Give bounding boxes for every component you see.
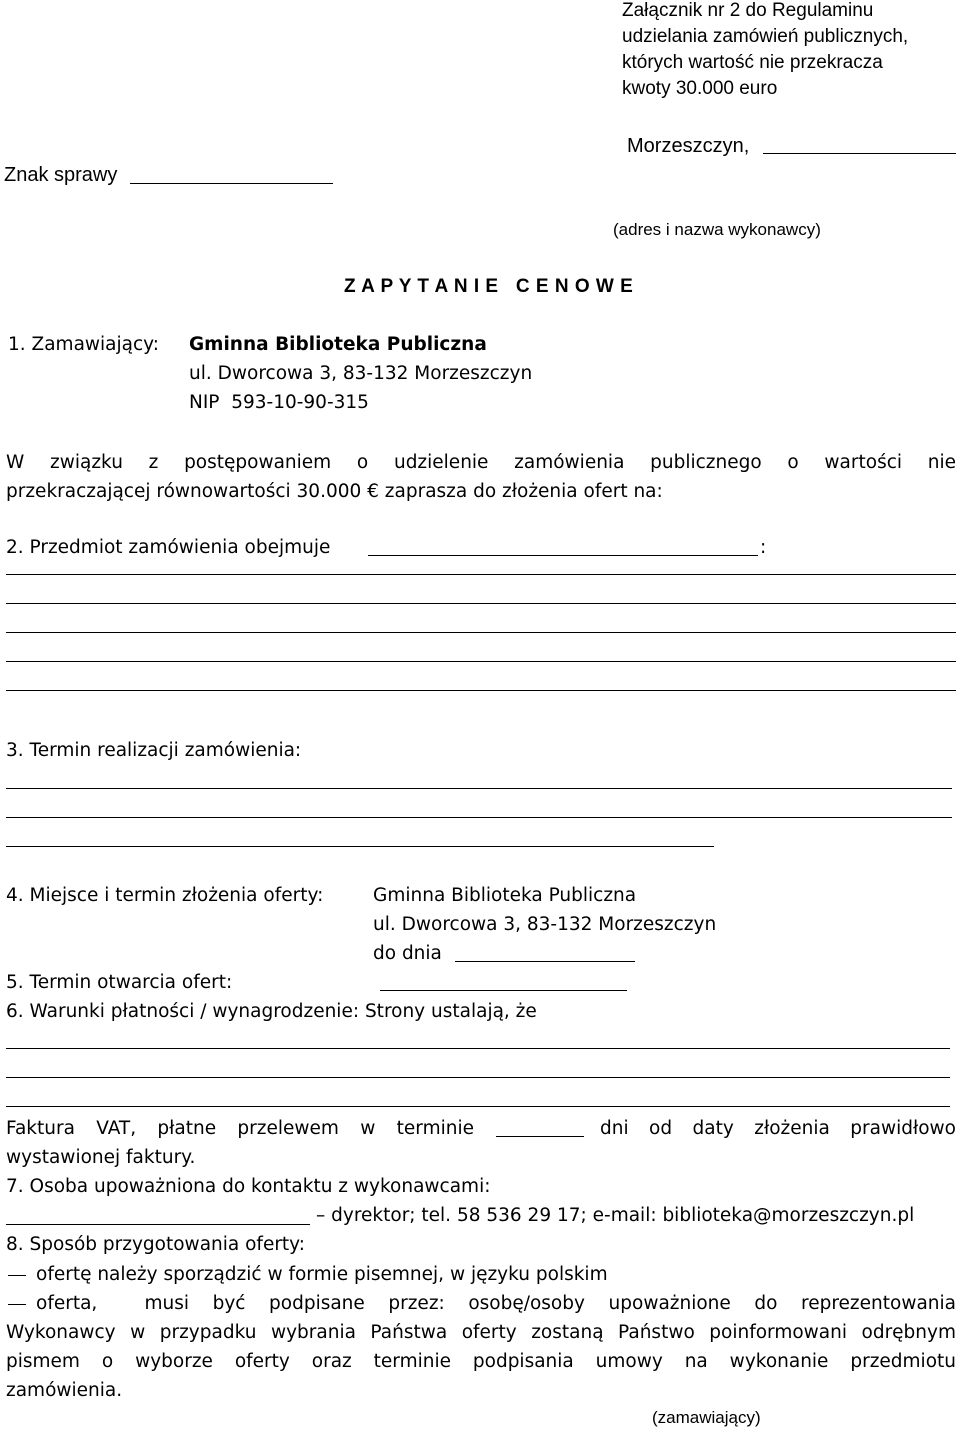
dash-bullet-icon [8, 1304, 26, 1305]
s6-invoice-part-b: dni od daty złożenia prawidłowo [600, 1118, 956, 1139]
s2-answer-line [6, 632, 956, 633]
s6-answer-line [6, 1077, 950, 1078]
annex-line-4: kwoty 30.000 euro [622, 78, 778, 99]
date-line [763, 153, 956, 154]
contractor-caption: (adres i nazwa wykonawcy) [613, 220, 821, 239]
s8-line-4: pismem o wyborze oferty oraz terminie podpisania umowy na wykonanie przedmiotu [6, 1351, 956, 1372]
intro-line-2: przekraczającej równowartości 30.000 € zaprasza do złożenia ofert na: [6, 481, 663, 502]
s5-fill-line [380, 990, 627, 991]
s2-fill-line [368, 555, 758, 556]
s1-nip: NIP 593-10-90-315 [189, 392, 369, 413]
annex-line-1: Załącznik nr 2 do Regulaminu [622, 0, 874, 21]
s3-answer-line [6, 788, 952, 789]
case-number-label: Znak sprawy [4, 164, 118, 186]
s3-answer-line [6, 846, 714, 847]
s6-answer-line [6, 1048, 950, 1049]
document-title: Z A P Y T A N I E C E N O W E [344, 276, 634, 297]
s7-name-line [6, 1224, 310, 1225]
s2-label: 2. Przedmiot zamówienia obejmuje [6, 537, 331, 558]
signature-caption: (zamawiający) [652, 1408, 761, 1427]
intro-line-1: W związku z postępowaniem o udzielenie zamówienia publicznego o wartości nie [6, 452, 956, 473]
place-label: Morzeszczyn, [627, 135, 750, 157]
s5-label: 5. Termin otwarcia ofert: [6, 972, 233, 993]
s4-deadline-label: do dnia [373, 943, 442, 964]
annex-line-3: których wartość nie przekracza [622, 52, 883, 73]
s2-colon: : [760, 537, 767, 558]
s1-label: 1. Zamawiający: [8, 334, 159, 355]
s6-invoice-part-c: wystawionej faktury. [6, 1147, 196, 1168]
s8-line-3: Wykonawcy w przypadku wybrania Państwa oferty zostaną Państwo poinformowani odrębnym [6, 1322, 956, 1343]
s7-label: 7. Osoba upoważniona do kontaktu z wykonawcami: [6, 1176, 491, 1197]
s6-invoice-part-a: Faktura VAT, płatne przelewem w terminie [6, 1118, 474, 1139]
s2-answer-line [6, 661, 956, 662]
s6-days-line [496, 1136, 584, 1137]
dash-bullet-icon [8, 1275, 26, 1276]
s6-label: 6. Warunki płatności / wynagrodzenie: Strony ustalają, że [6, 1001, 537, 1022]
s1-address: ul. Dworcowa 3, 83-132 Morzeszczyn [189, 363, 533, 384]
s4-deadline-line [455, 961, 635, 962]
s4-address: ul. Dworcowa 3, 83-132 Morzeszczyn [373, 914, 717, 935]
s8-line-5: zamówienia. [6, 1380, 123, 1401]
s8-item-1: ofertę należy sporządzić w formie pisemnej, w języku polskim [36, 1264, 608, 1285]
s6-answer-line [6, 1106, 950, 1107]
s7-contact: – dyrektor; tel. 58 536 29 17; e-mail: biblioteka@morzeszczyn.pl [316, 1205, 915, 1226]
s8-item-2: oferta, musi być podpisane przez: osobę/osoby upoważnione do reprezentowania [36, 1293, 956, 1314]
s2-answer-line [6, 690, 956, 691]
s8-label: 8. Sposób przygotowania oferty: [6, 1234, 306, 1255]
s1-name: Gminna Biblioteka Publiczna [189, 334, 487, 355]
s2-answer-line [6, 603, 956, 604]
s3-label: 3. Termin realizacji zamówienia: [6, 740, 302, 761]
s2-answer-line [6, 574, 956, 575]
s3-answer-line [6, 817, 952, 818]
case-number-line [130, 183, 333, 184]
s4-label: 4. Miejsce i termin złożenia oferty: [6, 885, 324, 906]
s4-name: Gminna Biblioteka Publiczna [373, 885, 637, 906]
annex-line-2: udzielania zamówień publicznych, [622, 26, 909, 47]
